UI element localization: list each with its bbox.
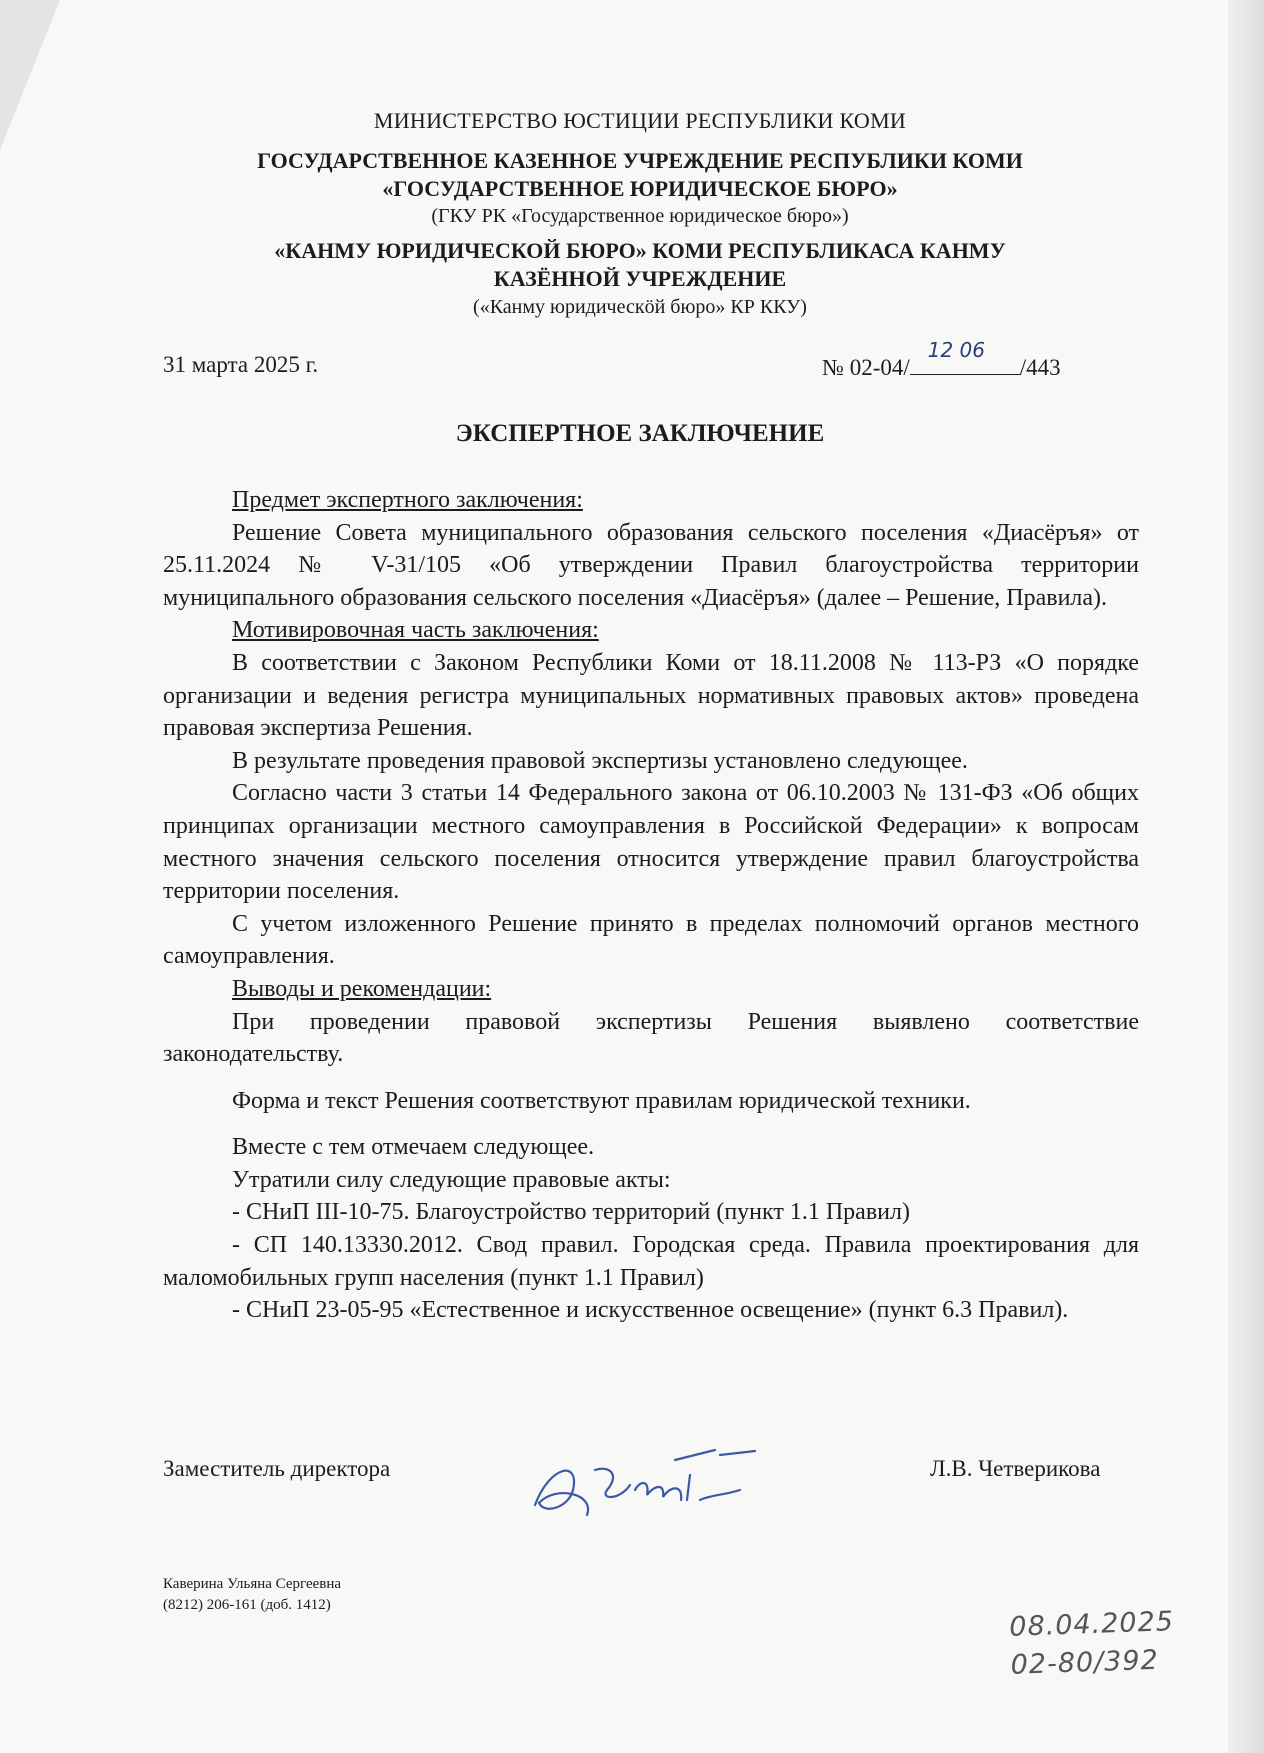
repealed-act-3: - СНиП 23-05-95 «Естественное и искусственное освещение» (пункт 6.3 Правил). xyxy=(232,1297,1069,1324)
motive-paragraph-2: В результате проведения правовой экспертизы установлено следующее. xyxy=(232,747,968,774)
page-edge-shadow xyxy=(1228,0,1264,1753)
folded-corner xyxy=(0,0,60,150)
repealed-act-2: - СП 140.13330.2012. Свод правил. Городская среда. Правила проектирования для маломобильных групп населения (пункт 1.1 Правил) xyxy=(163,1232,1139,1291)
motive-heading: Мотивировочная часть заключения: xyxy=(232,617,599,644)
registration-number xyxy=(822,338,1061,381)
document-title: ЭКСПЕРТНОЕ ЗАКЛЮЧЕНИЕ xyxy=(455,420,825,447)
signatory-name: Л.В. Четверикова xyxy=(930,1456,1101,1481)
motive-paragraph-1: В соответствии с Законом Республики Коми от 18.11.2008 № 113-РЗ «О порядке организации и ведения регистра муниципальных нормативных правовых актов» проведена правовая экспертиза Решения. xyxy=(163,649,1139,742)
conclusions-paragraph-3: Вместе с тем отмечаем следующее. xyxy=(232,1134,595,1161)
handwritten-signature xyxy=(525,1445,785,1535)
signatory-position: Заместитель директора xyxy=(163,1456,391,1481)
org-komi-line1: «КАНМУ ЮРИДИЧЕСКОЙ БЮРО» КОМИ РЕСПУБЛИКАСА КАНМУ xyxy=(274,238,1006,263)
conclusions-paragraph-4: Утратили силу следующие правовые акты: xyxy=(232,1166,671,1193)
subject-text: Решение Совета муниципального образования сельского поселения «Диасёръя» от 25.11.2024 № V-31/105 «Об утверждении Правил благоустройства территории муниципального образования сельского поселения «Диасёръя» (далее – Решение, Правила). xyxy=(163,519,1139,611)
executor-phone: (8212) 206-161 (доб. 1412) xyxy=(163,1597,331,1613)
executor-name: Каверина Ульяна Сергеевна xyxy=(163,1576,342,1592)
org-name-line2: «ГОСУДАРСТВЕННОЕ ЮРИДИЧЕСКОЕ БЮРО» xyxy=(382,176,898,201)
document-body xyxy=(163,484,1139,1327)
stamp-date: 08.04.2025 xyxy=(1008,1606,1175,1643)
subject-heading: Предмет экспертного заключения: xyxy=(232,487,583,513)
reg-number-suffix: /443 xyxy=(1019,355,1061,380)
org-komi-line2: КАЗЁННОЙ УЧРЕЖДЕНИЕ xyxy=(493,266,787,291)
reg-number-prefix: № 02-04/ xyxy=(822,355,910,380)
stamp-number: 02-80/392 xyxy=(1010,1644,1160,1681)
motive-paragraph-3: Согласно части 3 статьи 14 Федерального закона от 06.10.2003 № 131-ФЗ «Об общих принципах организации местного самоуправления в Российской Федерации» к вопросам местного значения сельского поселения относится утверждение правил благоустройства территории поселения. xyxy=(163,780,1139,905)
incoming-registration-stamp xyxy=(1009,1603,1176,1685)
executor-info xyxy=(163,1574,341,1616)
org-name-line1: ГОСУДАРСТВЕННОЕ КАЗЕННОЕ УЧРЕЖДЕНИЕ РЕСПУБЛИКИ КОМИ xyxy=(257,148,1023,173)
org-short-name: (ГКУ РК «Государственное юридическое бюро») xyxy=(431,205,849,227)
repealed-act-1: - СНиП III-10-75. Благоустройство территорий (пункт 1.1 Правил) xyxy=(232,1199,910,1226)
reg-number-handwritten: 12 06 xyxy=(927,338,986,362)
conclusions-heading: Выводы и рекомендации: xyxy=(232,975,492,1002)
document-date: 31 марта 2025 г. xyxy=(163,352,319,377)
reg-number-blank xyxy=(910,338,1020,375)
org-komi-short: («Канму юридическӧй бюро» КР ККУ) xyxy=(473,296,807,318)
conclusions-paragraph-2: Форма и текст Решения соответствуют правилам юридической техники. xyxy=(232,1087,971,1114)
conclusions-paragraph-1: При проведении правовой экспертизы Решения выявлено соответствие законодательству. xyxy=(163,1008,1139,1068)
motive-paragraph-4: С учетом изложенного Решение принято в пределах полномочий органов местного самоуправления. xyxy=(163,910,1139,970)
ministry-name: МИНИСТЕРСТВО ЮСТИЦИИ РЕСПУБЛИКИ КОМИ xyxy=(373,108,907,133)
